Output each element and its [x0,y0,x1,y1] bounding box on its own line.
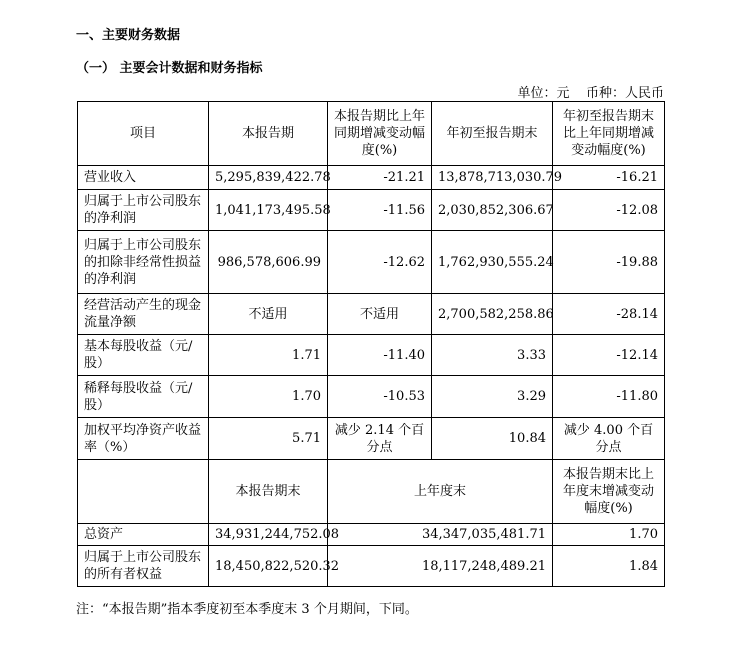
row-current-change: -11.40 [328,335,432,376]
header-ytd-change: 年初至报告期末比上年同期增减变动幅度(%) [553,102,665,166]
row-ytd-value: 13,878,713,030.79 [432,166,553,190]
row-change-value: 1.84 [553,546,665,587]
row-item-label: 归属于上市公司股东的所有者权益 [78,546,209,587]
row-ytd-value: 3.33 [432,335,553,376]
row-current-value: 1.71 [209,335,328,376]
row-item-label: 基本每股收益（元/股） [78,335,209,376]
row-ytd-value: 3.29 [432,376,553,418]
row-current-value: 5.71 [209,418,328,460]
subheader-empty-cell [78,460,209,524]
table-row [78,418,665,460]
row-ytd-value: 2,700,582,258.86 [432,294,553,335]
table-row [78,524,665,546]
table-row [78,335,665,376]
table-row [78,166,665,190]
row-change-value: 1.70 [553,524,665,546]
row-current-change: 不适用 [328,294,432,335]
row-current-change: 减少 2.14 个百分点 [328,418,432,460]
header-item: 项目 [78,102,209,166]
row-current-value: 986,578,606.99 [209,231,328,294]
row-item-label: 营业收入 [78,166,209,190]
row-ytd-value: 1,762,930,555.24 [432,231,553,294]
row-current-value: 5,295,839,422.78 [209,166,328,190]
unit-currency-line: 单位：元 币种：人民币 [517,86,664,101]
financial-data-table [77,101,665,587]
section-title: 一、主要财务数据 [76,28,181,43]
table-row [78,376,665,418]
row-ytd-value: 2,030,852,306.67 [432,190,553,231]
row-current-change: -12.62 [328,231,432,294]
row-ytd-change: -28.14 [553,294,665,335]
table-row [78,294,665,335]
row-current-change: -11.56 [328,190,432,231]
row-item-label: 加权平均净资产收益率（%） [78,418,209,460]
table-subheader-row [78,460,665,524]
row-last-year-end-value: 34,347,035,481.71 [328,524,553,546]
subsection-title: （一） 主要会计数据和财务指标 [76,61,263,76]
row-ytd-change: 减少 4.00 个百分点 [553,418,665,460]
row-ytd-change: -11.80 [553,376,665,418]
table-row [78,546,665,587]
row-current-change: -10.53 [328,376,432,418]
row-current-value: 1.70 [209,376,328,418]
table-row [78,190,665,231]
subheader-period-end: 本报告期末 [209,460,328,524]
subheader-last-year-end: 上年度末 [328,460,553,524]
table-row [78,231,665,294]
header-ytd: 年初至报告期末 [432,102,553,166]
row-ytd-change: -16.21 [553,166,665,190]
row-ytd-value: 10.84 [432,418,553,460]
row-item-label: 经营活动产生的现金流量净额 [78,294,209,335]
row-last-year-end-value: 18,117,248,489.21 [328,546,553,587]
row-current-value: 1,041,173,495.58 [209,190,328,231]
subheader-change: 本报告期末比上年度末增减变动幅度(%) [553,460,665,524]
row-item-label: 归属于上市公司股东的扣除非经常性损益的净利润 [78,231,209,294]
row-item-label: 归属于上市公司股东的净利润 [78,190,209,231]
row-current-change: -21.21 [328,166,432,190]
row-item-label: 总资产 [78,524,209,546]
row-item-label: 稀释每股收益（元/股） [78,376,209,418]
header-current-period: 本报告期 [209,102,328,166]
row-ytd-change: -12.14 [553,335,665,376]
row-period-end-value: 18,450,822,520.32 [209,546,328,587]
table-header-row [78,102,665,166]
footnote: 注：“本报告期”指本季度初至本季度末 3 个月期间，下同。 [76,602,418,617]
row-ytd-change: -12.08 [553,190,665,231]
row-period-end-value: 34,931,244,752.08 [209,524,328,546]
row-current-value: 不适用 [209,294,328,335]
header-current-change: 本报告期比上年同期增减变动幅度(%) [328,102,432,166]
row-ytd-change: -19.88 [553,231,665,294]
